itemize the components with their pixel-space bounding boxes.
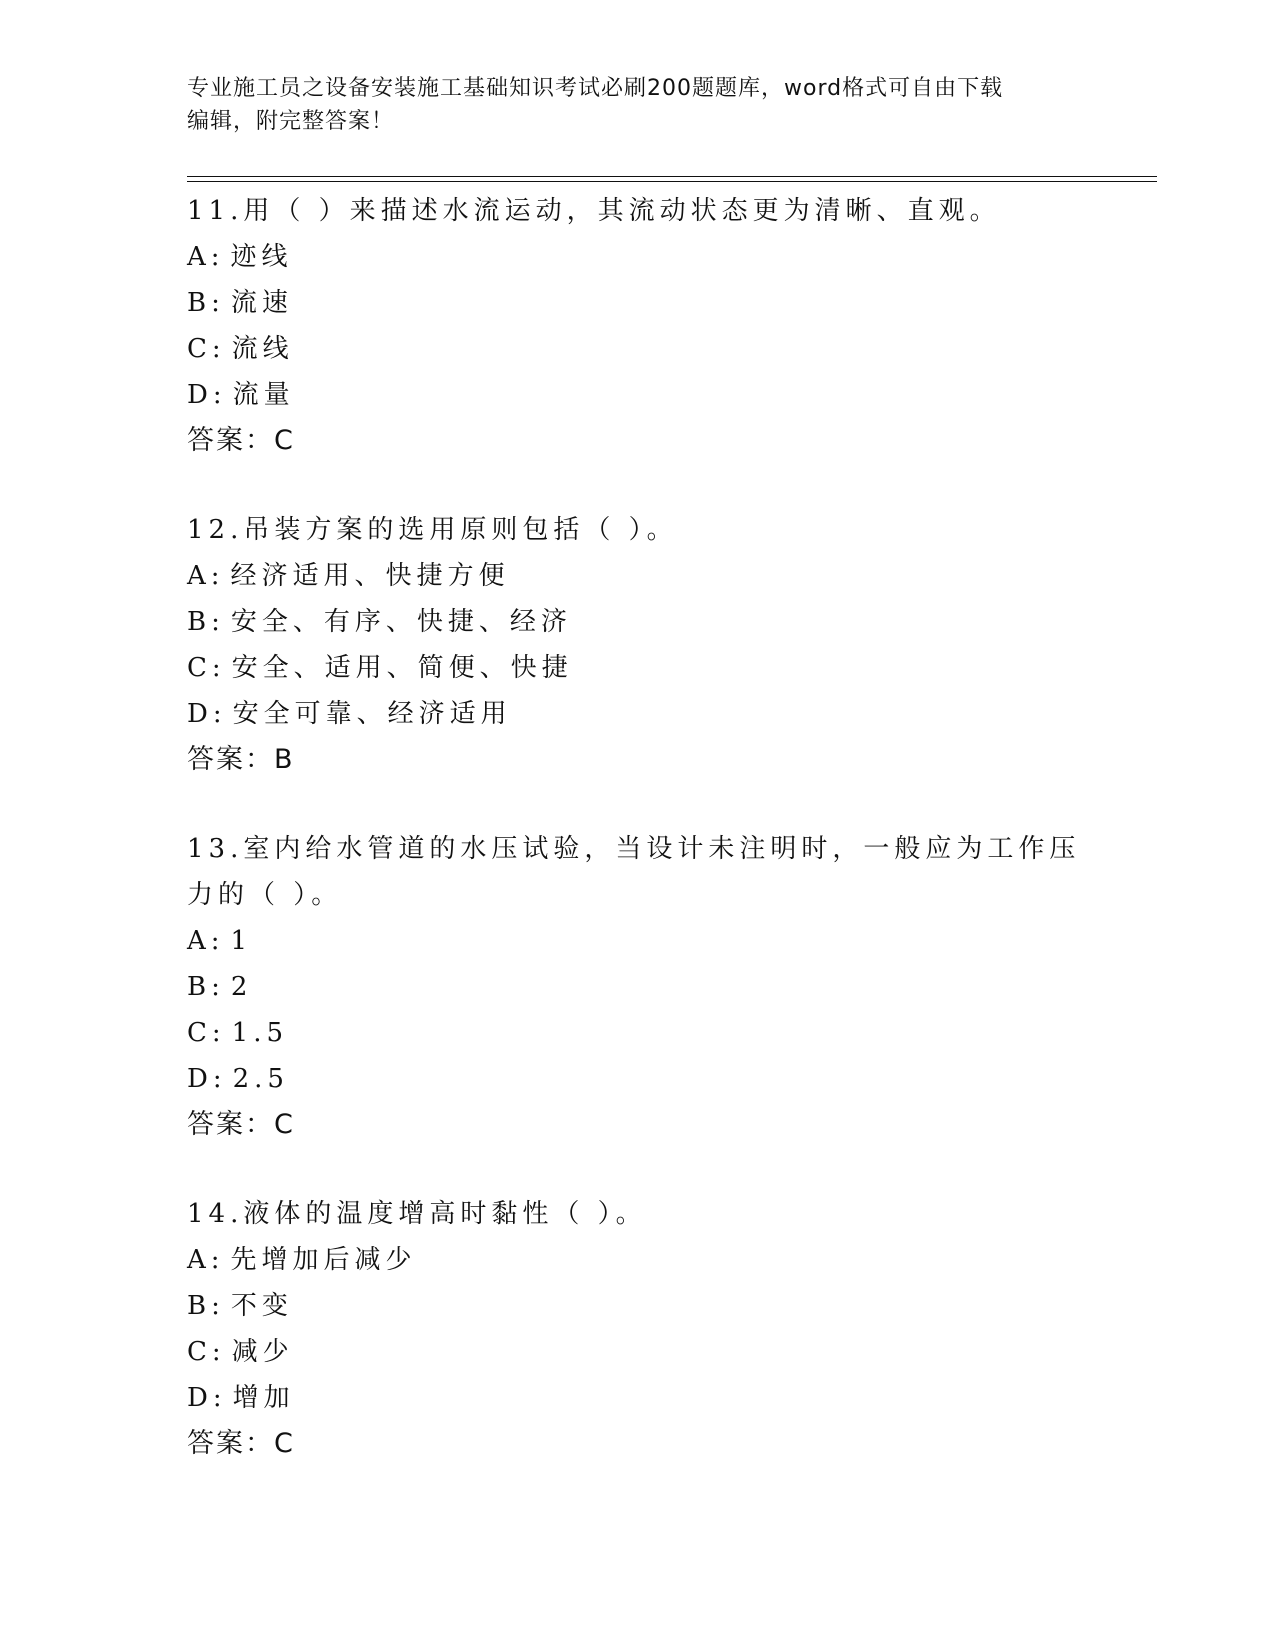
- option-text: 安全、有序、快捷、经济: [230, 607, 572, 637]
- option-a: [187, 234, 1087, 280]
- question-list: [187, 188, 1087, 1510]
- option-text: 1.5: [231, 1018, 289, 1048]
- option-a: [187, 1237, 1087, 1283]
- option-b: [187, 599, 1087, 645]
- option-a: [187, 918, 1087, 964]
- option-text: 1: [230, 926, 253, 956]
- option-d: [187, 1056, 1087, 1102]
- option-d: [187, 691, 1087, 737]
- header-line-2: 编辑，附完整答案！: [187, 109, 395, 134]
- header-line-1: 专业施工员之设备安装施工基础知识考试必刷200题题库，word格式可自由下载: [187, 76, 1004, 101]
- option-text: 流线: [231, 334, 294, 364]
- question-text: 14.液体的温度增高时黏性（ ）。: [187, 1199, 647, 1229]
- option-separator: :: [211, 1018, 226, 1048]
- header-divider-top: [187, 176, 1157, 177]
- option-letter: D: [187, 1064, 213, 1094]
- option-letter: B: [187, 288, 212, 318]
- answer-line: 答案：B: [187, 744, 295, 775]
- option-text: 先增加后减少: [230, 1245, 417, 1275]
- option-separator: :: [211, 1291, 225, 1321]
- option-separator: :: [210, 926, 225, 956]
- option-letter: C: [187, 1337, 212, 1367]
- option-text: 增加: [232, 1383, 295, 1413]
- answer-line: 答案：C: [187, 1428, 295, 1459]
- option-text: 流量: [232, 380, 295, 410]
- question-13: [187, 826, 1087, 1148]
- option-c: [187, 645, 1087, 691]
- option-text: 2: [230, 972, 253, 1002]
- question-text: 13.室内给水管道的水压试验，当设计未注明时，一般应为工作压力的（ ）。: [187, 834, 1081, 910]
- option-a: [187, 553, 1087, 599]
- option-separator: :: [210, 242, 225, 272]
- option-d: [187, 372, 1087, 418]
- option-letter: D: [187, 699, 213, 729]
- option-letter: A: [187, 926, 211, 956]
- option-text: 迹线: [230, 242, 293, 272]
- option-separator: :: [210, 561, 225, 591]
- option-separator: :: [212, 1383, 227, 1413]
- option-text: 不变: [230, 1291, 293, 1321]
- option-separator: :: [211, 288, 225, 318]
- option-separator: :: [211, 653, 226, 683]
- question-text: 11.用（ ）来描述水流运动，其流动状态更为清晰、直观。: [187, 196, 1001, 226]
- option-c: [187, 1329, 1087, 1375]
- option-d: [187, 1375, 1087, 1421]
- option-letter: D: [187, 1383, 213, 1413]
- option-separator: :: [211, 607, 225, 637]
- option-letter: C: [187, 653, 212, 683]
- option-text: 安全、适用、简便、快捷: [231, 653, 573, 683]
- option-letter: A: [187, 242, 211, 272]
- option-separator: :: [211, 334, 226, 364]
- option-separator: :: [212, 699, 227, 729]
- option-separator: :: [212, 380, 227, 410]
- option-letter: A: [187, 1245, 211, 1275]
- option-text: 流速: [230, 288, 293, 318]
- option-separator: :: [211, 972, 225, 1002]
- question-14: [187, 1191, 1087, 1467]
- answer-line: 答案：C: [187, 425, 295, 456]
- option-text: 2.5: [232, 1064, 289, 1094]
- option-letter: C: [187, 1018, 212, 1048]
- option-c: [187, 1010, 1087, 1056]
- option-letter: B: [187, 972, 212, 1002]
- header-divider-bottom: [187, 181, 1157, 182]
- option-separator: :: [212, 1064, 227, 1094]
- question-11: [187, 188, 1087, 464]
- option-b: [187, 964, 1087, 1010]
- option-separator: :: [210, 1245, 225, 1275]
- option-text: 减少: [231, 1337, 294, 1367]
- option-c: [187, 326, 1087, 372]
- option-letter: D: [187, 380, 213, 410]
- option-letter: B: [187, 1291, 212, 1321]
- answer-line: 答案：C: [187, 1109, 295, 1140]
- option-b: [187, 280, 1087, 326]
- option-separator: :: [211, 1337, 226, 1367]
- option-text: 安全可靠、经济适用: [232, 699, 512, 729]
- document-header: [187, 72, 1087, 138]
- option-letter: B: [187, 607, 212, 637]
- option-text: 经济适用、快捷方便: [230, 561, 510, 591]
- option-letter: A: [187, 561, 211, 591]
- question-text: 12.吊装方案的选用原则包括（ ）。: [187, 515, 678, 545]
- option-letter: C: [187, 334, 212, 364]
- question-12: [187, 507, 1087, 783]
- option-b: [187, 1283, 1087, 1329]
